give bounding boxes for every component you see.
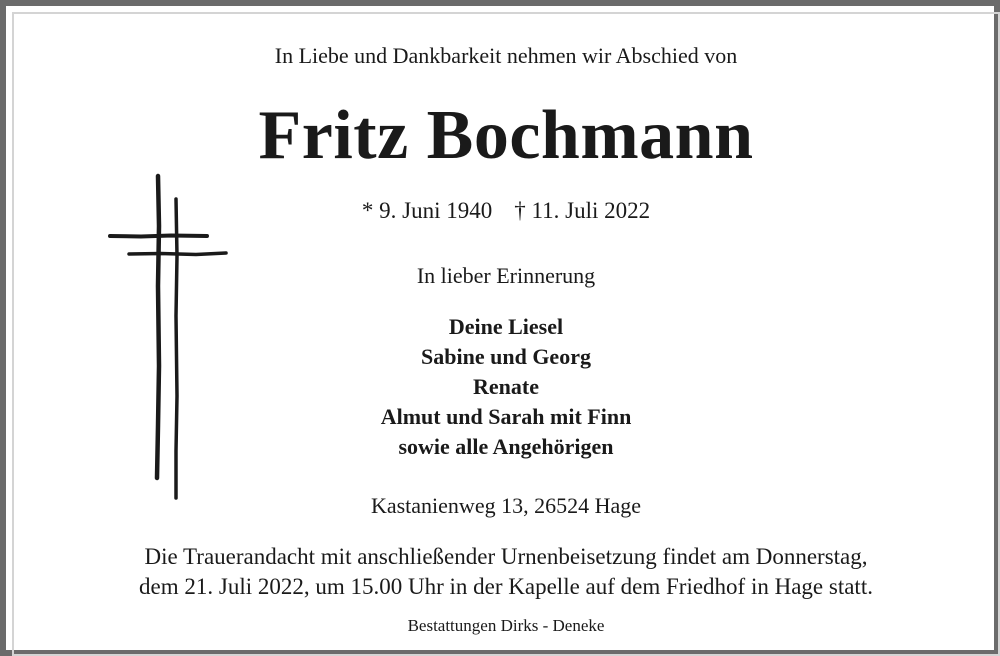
cross-2-vertical (176, 199, 177, 498)
family-member: Sabine und Georg (421, 344, 591, 369)
memory-text: In lieber Erinnerung (416, 263, 596, 288)
family-member: Deine Liesel (448, 314, 564, 339)
cross-1-horizontal (110, 236, 207, 237)
death-date: † 11. Juli 2022 (514, 198, 651, 223)
family-member: Almut und Sarah mit Finn (380, 404, 632, 429)
cross-1-vertical (157, 176, 159, 478)
birth-date: * 9. Juni 1940 (361, 198, 493, 223)
intro-text: In Liebe und Dankbarkeit nehmen wir Abschied von (274, 43, 738, 68)
service-info (6, 542, 1000, 602)
service-line: dem 21. Juli 2022, um 15.00 Uhr in der Kapelle auf dem Friedhof in Hage statt. (139, 574, 873, 599)
undertaker-name: Bestattungen Dirks - Deneke (407, 616, 605, 635)
deceased-name: Fritz Bochmann (258, 97, 754, 174)
address-text: Kastanienweg 13, 26524 Hage (370, 493, 642, 518)
service-line: Die Trauerandacht mit anschließender Urnenbeisetzung findet am Donnerstag, (144, 544, 868, 569)
double-cross-icon (101, 166, 236, 506)
family-member: Renate (473, 374, 539, 399)
cross-2-horizontal (129, 253, 226, 255)
family-member: sowie alle Angehörigen (398, 434, 614, 459)
